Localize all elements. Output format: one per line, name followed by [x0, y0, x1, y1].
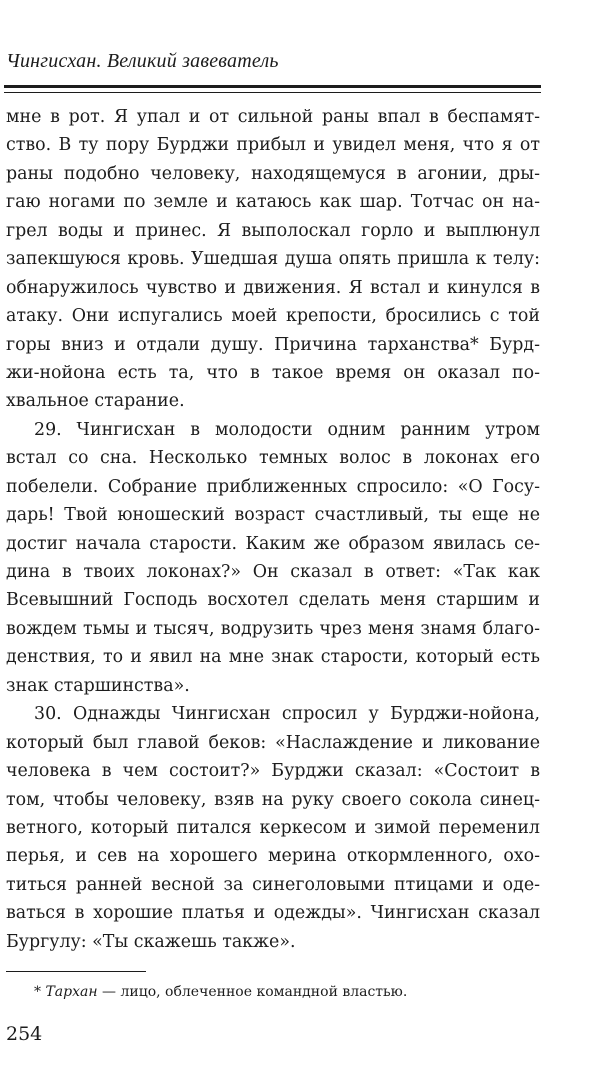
- text-line: ство. В ту пору Бурджи прибыл и увидел меня, что я от: [6, 135, 540, 156]
- text-line: 30. Однажды Чингисхан спросил у Бурджи-нойона,: [34, 704, 540, 725]
- text-line: дина в твоих локонах?» Он сказал в ответ: «Так как: [6, 562, 540, 582]
- footnote-marker: *: [34, 984, 41, 1000]
- text-line: Всевышний Господь восхотел сделать меня старшим и: [6, 590, 540, 611]
- text-line: грел воды и принес. Я выполоскал горло и выплюнул: [6, 220, 540, 241]
- text-line: который был главой беков: «Наслаждение и ликование: [6, 732, 540, 753]
- text-line: титься ранней весной за синеголовыми птицами и оде-: [6, 874, 540, 895]
- footnote-term: Тархан: [45, 984, 98, 1000]
- running-head: Чингисхан. Великий завеватель: [6, 50, 279, 72]
- footnote-rule: [6, 971, 146, 972]
- text-line: раны подобно человеку, находящемуся в агонии, дры-: [6, 163, 540, 184]
- text-line: том, чтобы человеку, взяв на руку своего сокола синец-: [6, 789, 540, 810]
- header-rule-thin: [4, 92, 541, 93]
- text-line: побелели. Собрание приближенных спросило: «О Госу-: [6, 476, 540, 497]
- text-line: мне в рот. Я упал и от сильной раны впал в беспамят-: [6, 107, 540, 127]
- text-line: вождем тьмы и тысяч, водрузить чрез меня знамя благо-: [6, 618, 540, 639]
- text-line: гаю ногами по земле и катаюсь как шар. Тотчас он на-: [6, 192, 540, 213]
- text-line: дарь! Твой юношеский возраст счастливый, ты еще не: [6, 505, 540, 526]
- text-line: обнаружилось чувство и движения. Я встал и кинулся в: [6, 277, 540, 298]
- footnote-text: — лицо, облеченное командной властью.: [97, 984, 408, 1000]
- text-line: встал со сна. Несколько темных волос в локонах его: [6, 448, 540, 469]
- text-line: достиг начала старости. Каким же образом явилась се-: [6, 533, 540, 554]
- text-line: запекшуюся кровь. Ушедшая душа опять пришла к телу:: [6, 249, 540, 270]
- header-rule-thick: [4, 85, 541, 88]
- text-line: Бургулу: «Ты скажешь также».: [6, 931, 296, 952]
- text-line: горы вниз и отдали душу. Причина тарханства* Бурд-: [6, 334, 540, 355]
- text-line: хвальное старание.: [6, 391, 185, 412]
- body-text: [6, 103, 540, 956]
- page-number: 254: [6, 1023, 43, 1045]
- text-line: 29. Чингисхан в молодости одним ранним утром: [34, 419, 540, 440]
- footnote: [34, 982, 407, 1002]
- text-line: атаку. Они испугались моей крепости, бросились с той: [6, 306, 540, 327]
- text-line: жи-нойона есть та, что в такое время он оказал по-: [6, 362, 540, 383]
- text-line: знак старшинства».: [6, 675, 190, 696]
- text-line: денствия, то и явил на мне знак старости, который есть: [6, 647, 540, 668]
- text-line: человека в чем состоит?» Бурджи сказал: «Состоит в: [6, 761, 540, 782]
- text-line: ветного, который питался керкесом и зимой переменил: [6, 817, 540, 838]
- text-line: ваться в хорошие платья и одежды». Чингисхан сказал: [6, 903, 540, 924]
- text-line: перья, и сев на хорошего мерина откормленного, охо-: [6, 846, 540, 867]
